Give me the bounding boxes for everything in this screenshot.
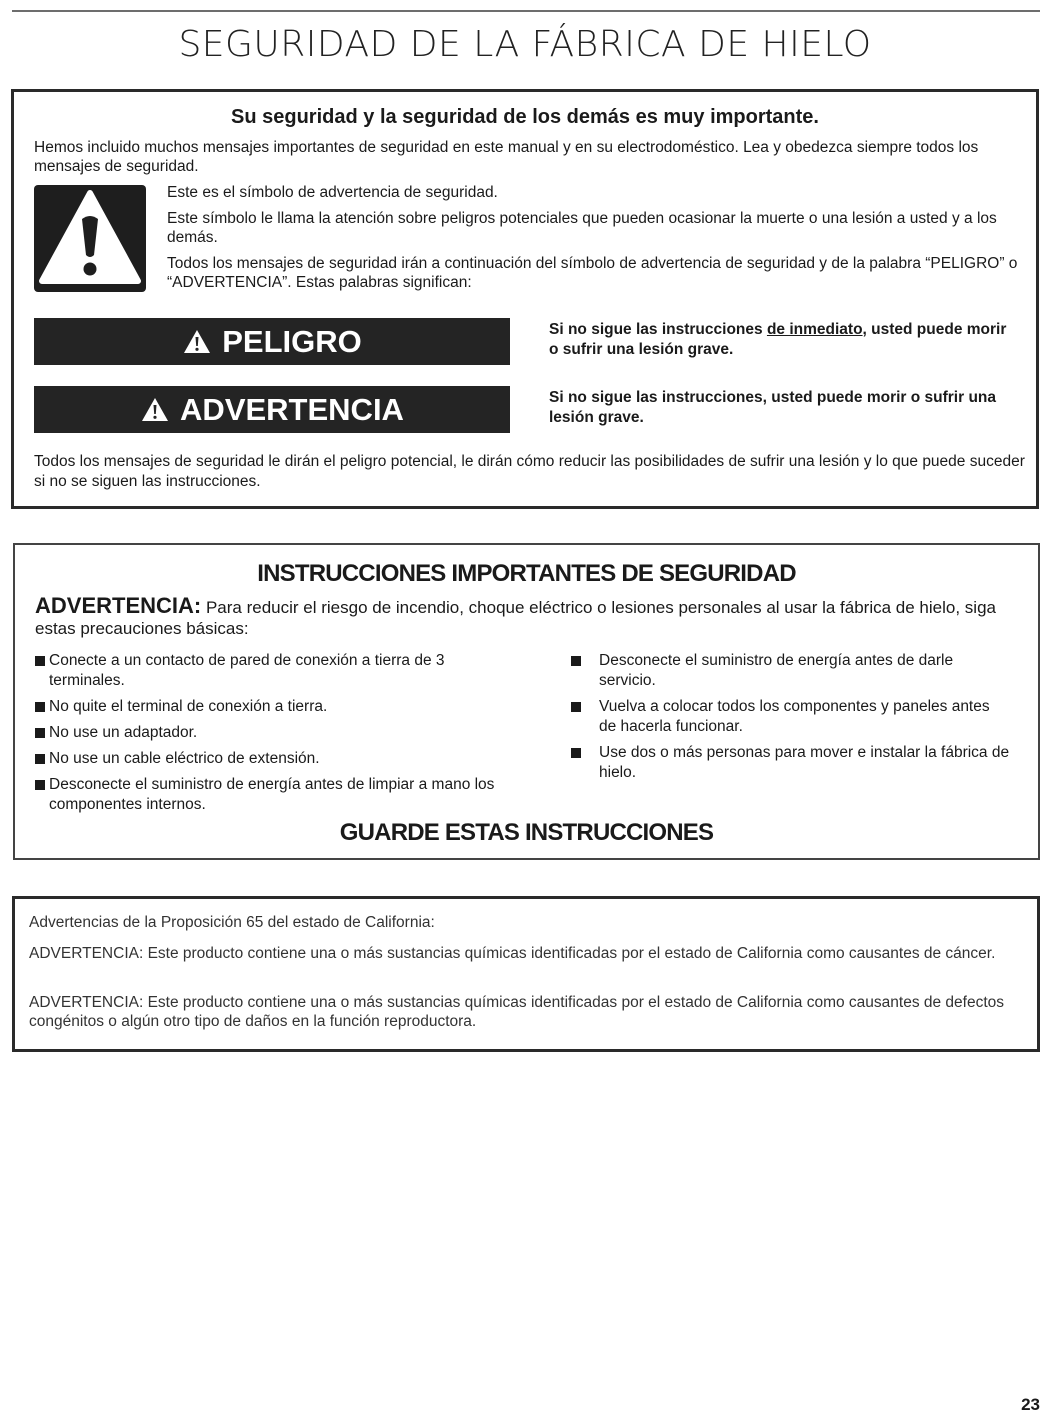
danger-desc-part: Si no sigue las instrucciones bbox=[549, 321, 767, 338]
warning-signal-banner bbox=[34, 386, 510, 433]
prop65-box bbox=[12, 896, 1040, 1052]
list-item-text: No quite el terminal de conexión a tierra. bbox=[49, 698, 328, 715]
danger-desc-part-end: , usted puede morir o sufrir una lesión grave. bbox=[549, 321, 1007, 358]
list-item bbox=[35, 723, 505, 743]
bullet-icon bbox=[35, 780, 45, 790]
bullet-icon bbox=[35, 702, 45, 712]
instructions-heading: INSTRUCCIONES IMPORTANTES DE SEGURIDAD bbox=[257, 560, 796, 587]
danger-label: PELIGRO bbox=[222, 323, 362, 359]
bullet-icon bbox=[571, 702, 581, 712]
list-item-text: Use dos o más personas para mover e instalar la fábrica de hielo. bbox=[599, 744, 1010, 781]
list-item bbox=[571, 697, 1011, 737]
symbol-line-3: Todos los mensajes de seguridad irán a continuación del símbolo de advertencia de seguridad y de la palabra “PELIGRO” o “ADVERTENCIA”. Estas palabras significan: bbox=[167, 255, 1018, 291]
precautions-right-list bbox=[571, 651, 1011, 789]
warning-label: ADVERTENCIA bbox=[180, 391, 404, 427]
save-instructions-heading: GUARDE ESTAS INSTRUCCIONES bbox=[339, 819, 714, 846]
list-item-text: Desconecte el suministro de energía antes de limpiar a mano los componentes internos. bbox=[49, 776, 495, 813]
bullet-icon bbox=[571, 656, 581, 666]
list-item bbox=[35, 697, 505, 717]
safety-heading: Su seguridad y la seguridad de los demás es muy importante. bbox=[231, 106, 819, 128]
list-item bbox=[35, 651, 505, 691]
alert-triangle-icon bbox=[182, 328, 212, 355]
top-rule bbox=[12, 10, 1040, 12]
alert-triangle-icon bbox=[140, 396, 170, 423]
list-item-text: Desconecte el suministro de energía antes de darle servicio. bbox=[599, 652, 954, 689]
list-item-text: Conecte a un contacto de pared de conexión a tierra de 3 terminales. bbox=[49, 652, 445, 689]
safety-notice-box bbox=[11, 89, 1039, 509]
instructions-warning bbox=[35, 595, 1025, 639]
prop65-title: Advertencias de la Proposición 65 del estado de California: bbox=[29, 914, 435, 931]
list-item-text: No use un adaptador. bbox=[49, 724, 198, 741]
bullet-icon bbox=[35, 656, 45, 666]
list-item bbox=[35, 749, 505, 769]
list-item bbox=[35, 775, 505, 815]
warning-lead: ADVERTENCIA: bbox=[35, 593, 202, 618]
bullet-icon bbox=[35, 728, 45, 738]
warning-triangle-icon bbox=[34, 185, 146, 292]
danger-signal-banner bbox=[34, 318, 510, 365]
list-item-text: No use un cable eléctrico de extensión. bbox=[49, 750, 320, 767]
prop65-cancer-warning: ADVERTENCIA: Este producto contiene una o más sustancias químicas identificadas por el estado de California como causantes de cáncer. bbox=[29, 945, 996, 962]
page-title: SEGURIDAD DE LA FÁBRICA DE HIELO bbox=[178, 24, 872, 65]
list-item-text: Vuelva a colocar todos los componentes y paneles antes de hacerla funcionar. bbox=[599, 698, 990, 735]
page-number: 23 bbox=[1021, 1395, 1040, 1414]
list-item bbox=[571, 651, 1011, 691]
list-item bbox=[571, 743, 1011, 783]
important-instructions-box bbox=[13, 543, 1040, 860]
symbol-line-1: Este es el símbolo de advertencia de seguridad. bbox=[167, 184, 498, 201]
safety-intro: Hemos incluido muchos mensajes importantes de seguridad en este manual y en su electrodoméstico. Lea y obedezca siempre todos los mensajes de seguridad. bbox=[34, 139, 979, 175]
precautions-left-list bbox=[35, 651, 505, 821]
danger-desc-emphasis: de inmediato bbox=[766, 321, 863, 338]
warning-description: Si no sigue las instrucciones, usted puede morir o sufrir una lesión grave. bbox=[549, 389, 997, 426]
danger-description bbox=[549, 320, 1019, 360]
symbol-line-2: Este símbolo le llama la atención sobre peligros potenciales que pueden ocasionar la muerte o una lesión a usted y a los demás. bbox=[167, 210, 997, 246]
warning-text: Para reducir el riesgo de incendio, choque eléctrico o lesiones personales al usar la fábrica de hielo, siga estas precauciones básicas: bbox=[35, 598, 996, 638]
bullet-icon bbox=[35, 754, 45, 764]
prop65-birth-defect-warning: ADVERTENCIA: Este producto contiene una o más sustancias químicas identificadas por el estado de California como causantes de defectos congénitos o algún otro tipo de daños en la función reproductora. bbox=[29, 994, 1005, 1030]
symbol-explanation bbox=[167, 183, 1027, 299]
safety-closing: Todos los mensajes de seguridad le dirán el peligro potencial, le dirán cómo reducir las posibilidades de sufrir una lesión y lo que puede suceder si no se siguen las instrucciones. bbox=[34, 453, 1025, 490]
bullet-icon bbox=[571, 748, 581, 758]
